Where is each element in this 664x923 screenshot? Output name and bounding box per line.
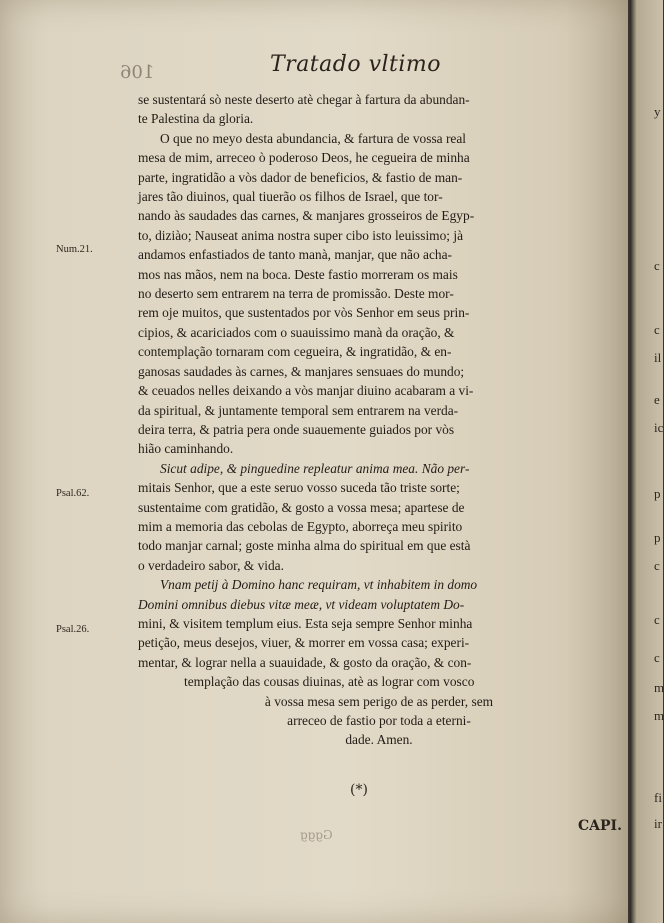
edge-char: c [654, 558, 660, 573]
edge-char: c [654, 322, 660, 337]
edge-char: p [654, 530, 661, 545]
edge-char: m [654, 680, 664, 695]
text-line: ganosas saudades às carnes, & manjares sensuaes do mundo; [138, 363, 465, 379]
edge-char: y [654, 104, 661, 119]
text-line: se sustentará sò neste deserto atè chegar à fartura da abundan- [138, 92, 470, 107]
edge-char: fi [654, 790, 662, 805]
edge-char: c [654, 612, 660, 627]
text-line: nando às saudades das carnes, & manjares grosseiros de Egyp- [138, 208, 475, 224]
signature-bleed: Gggg [300, 828, 333, 842]
edge-char: e [654, 392, 660, 407]
edge-char: c [654, 650, 660, 665]
text-line: hião caminhando. [138, 441, 234, 457]
text-line: templação das cousas diuinas, atè as lograr com vosco [184, 674, 475, 690]
text-line: to, diziào; Nauseat anima nostra super cibo isto leuissimo; jà [138, 227, 464, 243]
edge-char: m [654, 708, 664, 723]
folio-mark: (*) [350, 782, 368, 798]
text-block [138, 90, 620, 750]
margin-note: Psal.62. [56, 488, 90, 499]
margin-note: Num.21. [56, 244, 93, 255]
text-line: no deserto sem entrarem na terra de promissão. Deste mor- [138, 286, 454, 302]
edge-char: il [654, 350, 662, 365]
text-line: Sicut adipe, & pinguedine repleatur anima mea. Não per- [160, 460, 470, 476]
text-line: & ceuados nelles deixando a vòs manjar diuino acabaram a vi- [138, 383, 474, 399]
text-line: rem oje muitos, que sustentados por vòs Senhor em seus prin- [138, 305, 470, 321]
text-line: mini, & visitem templum eius. Esta seja sempre Senhor minha [138, 615, 473, 631]
text-line: mim a memoria das cebolas de Egypto, aborreça meu spirito [138, 518, 463, 534]
text-line: mos nas mãos, nem na boca. Deste fastio morreram os mais [138, 266, 458, 282]
text-line: o verdadeiro sabor, & vida. [138, 557, 284, 573]
text-line: dade. Amen. [345, 732, 413, 748]
text-line: mentar, & lograr nella a suauidade, & gosto da oração, & con- [138, 654, 472, 670]
text-line: mitais Senhor, que a este seruo vosso suceda tão triste sorte; [138, 480, 460, 496]
text-line: petição, meus desejos, viuer, & morrer em vossa casa; experi- [138, 635, 470, 651]
text-line: Vnam petij à Domino hanc requiram, vt inhabitem in domo [160, 577, 478, 593]
text-line: sustentaime com gratidão, & gosto a vossa mesa; apartese de [138, 499, 465, 515]
running-head: Tratado vltimo [270, 52, 442, 77]
text-line: da spiritual, & juntamente temporal sem entrarem na verda- [138, 402, 459, 418]
text-line: cipios, & acariciados com o suauissimo manà da oração, & [138, 324, 455, 340]
text-line: à vossa mesa sem perigo de as perder, sem [264, 693, 494, 709]
text-line: todo manjar carnal; goste minha alma do spiritual em que està [138, 538, 471, 554]
next-page-edge [630, 0, 663, 923]
text-line: arreceo de fastio por toda a eterni- [287, 713, 471, 728]
margin-note: Psal.26. [56, 624, 90, 635]
text-line: O que no meyo desta abundancia, & fartura de vossa real [160, 130, 467, 146]
text-line: mesa de mim, arreceo ò poderoso Deos, he cegueira de minha [138, 150, 470, 166]
edge-char: p [654, 486, 661, 501]
catchword: CAPI. [578, 818, 622, 834]
text-line: te Palestina da gloria. [138, 111, 254, 127]
text-line: parte, ingratidão a vòs dador de beneficios, & fastio de man- [138, 169, 463, 185]
page-number-bleed: 106 [120, 62, 155, 83]
text-line: jares tão diuinos, qual tiuerão os filhos de Israel, que tor- [138, 189, 443, 205]
text-line: deira terra, & patria pera onde suauemente guiados por vòs [138, 421, 455, 437]
text-line: andamos enfastiados de tanto manà, manjar, que não acha- [138, 247, 453, 263]
edge-char: c [654, 258, 660, 273]
edge-char: ic [654, 420, 664, 435]
text-line: Domini omnibus diebus vitæ meæ, vt videam voluptatem Do- [138, 596, 465, 612]
edge-char: ir [654, 816, 662, 831]
text-line: contemplação tornaram com cegueira, & ingratidão, & en- [138, 344, 452, 360]
